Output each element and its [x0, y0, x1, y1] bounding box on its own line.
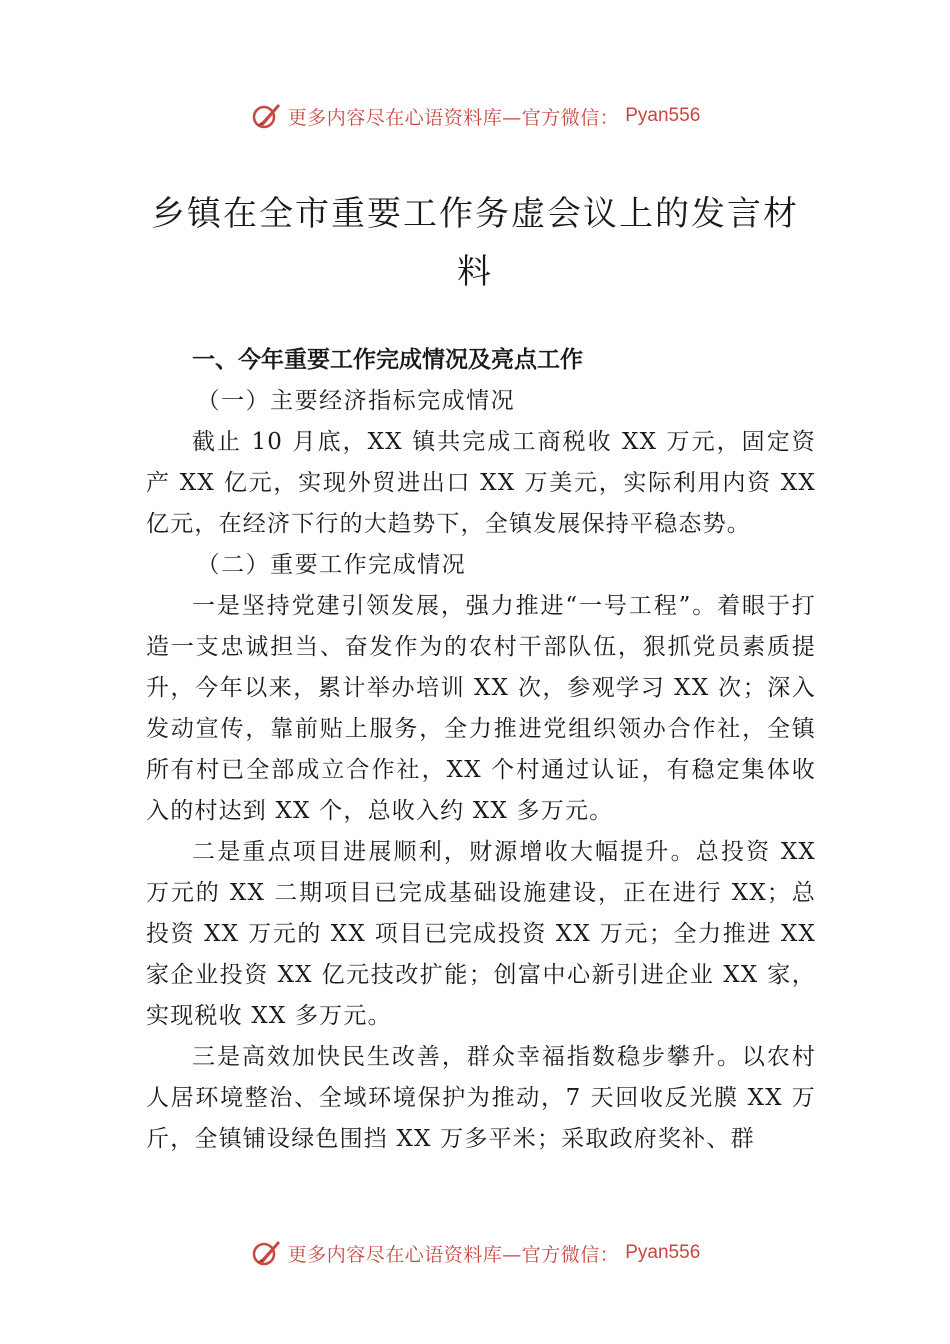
section-heading-1: 一、今年重要工作完成情况及亮点工作 — [192, 347, 583, 373]
paragraph-party-building: 一是坚持党建引领发展，强力推进“一号工程”。着眼于打造一支忠诚担当、奋发作为的农村干部队伍，狠抓党员素质提升，今年以来，累计举办培训 XX 次，参观学习 XX 次；深入发动宣传，靠前贴上服务，全力推进党组织领办合作社，全镇所有村已全部成立合作社，XX 个村通过认证，有稳定集体收入的村达到 XX 个，总收入约 XX 多万元。 — [146, 593, 816, 824]
watermark-account: Pyan556 — [625, 105, 701, 126]
watermark-header — [0, 96, 950, 136]
watermark-brand: 更多内容尽在心语资料库—官方微信： — [287, 106, 620, 129]
quill-logo-icon — [250, 100, 282, 132]
watermark-footer — [0, 1233, 950, 1273]
watermark-brand: 更多内容尽在心语资料库—官方微信： — [287, 1243, 620, 1266]
watermark-account: Pyan556 — [625, 1242, 701, 1263]
paragraph-livelihood: 三是高效加快民生改善，群众幸福指数稳步攀升。以农村人居环境整治、全域环境保护为推动，7 天回收反光膜 XX 万斤，全镇铺设绿色围挡 XX 万多平米；采取政府奖补、群 — [146, 1044, 816, 1152]
paragraph-key-projects: 二是重点项目进展顺利，财源增收大幅提升。总投资 XX 万元的 XX 二期项目已完成基础设施建设，正在进行 XX；总投资 XX 万元的 XX 项目已完成投资 XX 万元；全力推进 XX 家企业投资 XX 亿元技改扩能；创富中心新引进企业 XX 家，实现税收 XX 多万元。 — [146, 839, 816, 1029]
document-title: 乡镇在全市重要工作务虚会议上的发言材料 — [151, 194, 799, 292]
quill-logo-icon — [250, 1237, 282, 1269]
document-body — [146, 340, 816, 1160]
paragraph-economic-indicators: 截止 10 月底，XX 镇共完成工商税收 XX 万元，固定资产 XX 亿元，实现外贸进出口 XX 万美元，实际利用内资 XX 亿元，在经济下行的大趋势下，全镇发展保持平稳态势。 — [146, 429, 816, 537]
subsection-heading-1: （一）主要经济指标完成情况 — [196, 388, 516, 414]
subsection-heading-2: （二）重要工作完成情况 — [196, 552, 467, 578]
